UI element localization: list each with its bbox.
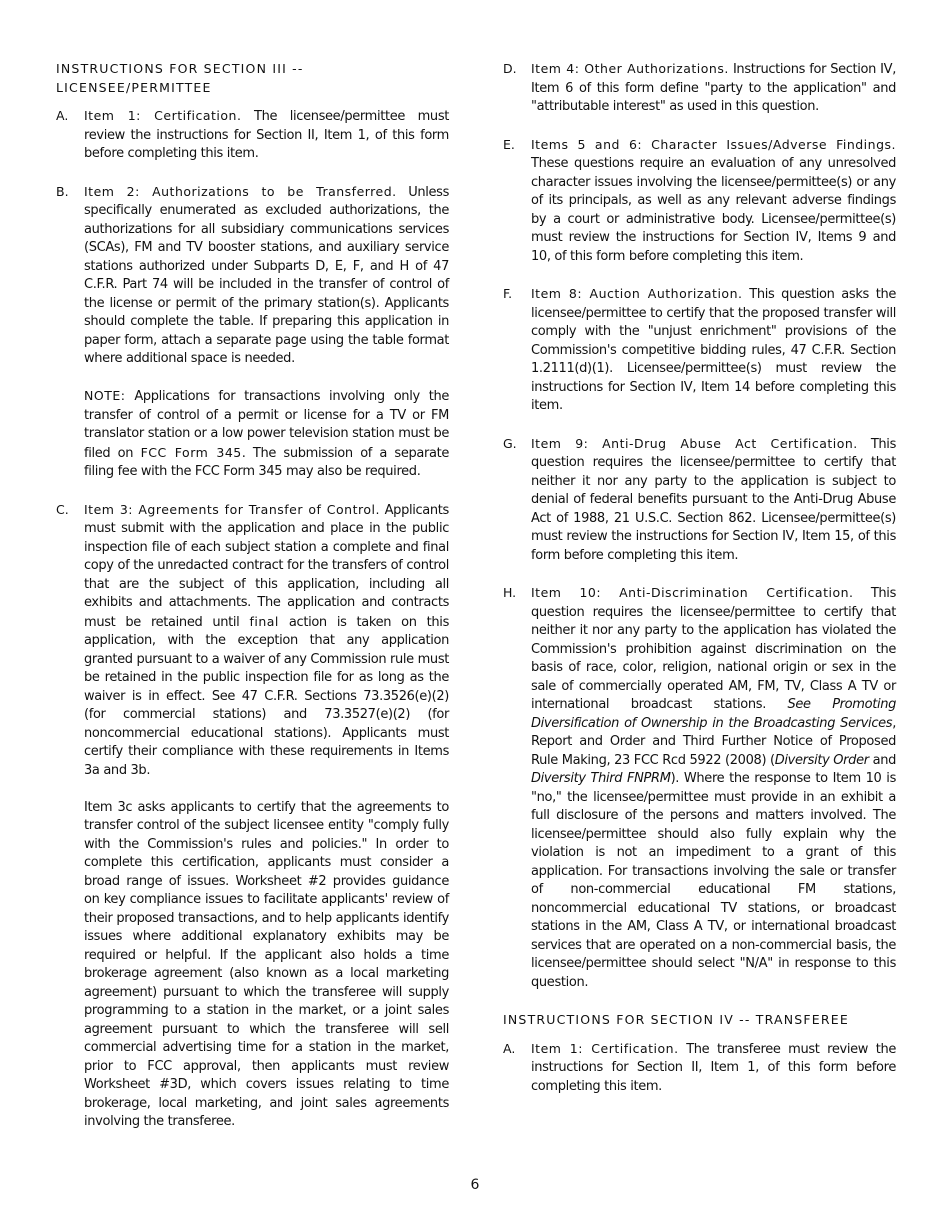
left-column <box>56 60 449 1151</box>
instruction-item-f: F. Item 8: Auction Authorization. This question asks the licensee/permittee to certify that the proposed transfer will comply with the "unjust enrichment" provisions of the Commission's competitive bidding rules, 47 C.F.R. Section 1.2111(d)(1). Licensee/permittee(s) must review the instructions for Section IV, Item 14 before completing this item. <box>503 285 896 416</box>
note-paragraph: NOTE: Applications for transactions involving only the transfer of control of a permit or license for a TV or FM translator station or a low power television station must be filed on FCC Form 345. The submission of a separate filing fee with the FCC Form 345 may also be required. <box>84 388 450 479</box>
section-iii-heading: INSTRUCTIONS FOR SECTION III -- LICENSEE/PERMITTEE <box>56 61 304 95</box>
section-iv-heading: INSTRUCTIONS FOR SECTION IV -- TRANSFEREE <box>503 1012 849 1027</box>
citation-italic: Diversity Third FNPRM <box>531 771 671 786</box>
item-letter: A. <box>503 1040 516 1056</box>
instruction-item-a <box>56 107 449 164</box>
instruction-item-c: C. Item 3: Agreements for Transfer of Control. Applicants must submit with the application and place in the public inspection file of each subject station a complete and final copy of the unredacted contract for the transfers of control that are the subject of this application, including all exhibits and attachments. The application and contracts must be retained until final action is taken on this application, with the exception that any application granted pursuant to a waiver of any Commission rule must be retained in the public inspection file for as long as the waiver is in effect. See 47 C.F.R. Sections 73.3526(e)(2) (for commercial stations) and 73.3527(e)(2) (for noncommercial educational stations). Applicants must certify their compliance with these requirements in Items 3a and 3b. Item 3c asks applicants to certify that the agreements to transfer control of the subject licensee entity "comply fully with the Commission's rules and policies." In order to complete this certification, applicants must consider a broad range of issues. Worksheet #2 provides guidance on key compliance issues to facilitate applicants' review of their proposed transactions, and to help applicants identify issues where additional explanatory exhibits may be required or helpful. If the applicant also holds a time brokerage agreement (also known as a local marketing agreement) pursuant to which the transferee will supply programming to a station in the market, or a joint sales agreement pursuant to which the transferee will sell commercial advertising time for a station in the market, prior to FCC approval, then applicants must review Worksheet #3D, which covers issues relating to time brokerage, local marketing, and joint sales agreements involving the transferee. <box>56 501 449 1132</box>
citation-italic: See Promoting Diversification of Ownership in the Broadcasting Services <box>531 697 896 731</box>
item-text: The licensee/permittee must review the instructions for Section II, Item 1, of this form before completing this item. <box>84 109 449 161</box>
item-letter: H. <box>503 585 517 600</box>
instruction-item-e: E. Items 5 and 6: Character Issues/Adverse Findings. These questions require an evaluation of any unresolved character issues involving the licensee/permittee(s) or any of its principals, as well as any relevant adverse findings by a court or administrative body. Licensee/permittee(s) must review the instructions for Section IV, Items 9 and 10, of this form before completing this item. <box>503 136 896 267</box>
item-3c-paragraph: Item 3c asks applicants to certify that the agreements to transfer control of the subject licensee entity "comply fully with the Commission's rules and policies." In order to complete this certification, applicants must consider a broad range of issues. Worksheet #2 provides guidance on key compliance issues to facilitate applicants' review of their proposed transactions, and to help applicants identify issues where additional explanatory exhibits may be required or helpful. If the applicant also holds a time brokerage agreement (also known as a local marketing agreement) pursuant to which the transferee will supply programming to a station in the market, or a joint sales agreement pursuant to which the transferee will sell commercial advertising time for a station in the market, prior to FCC approval, then applicants must review Worksheet #3D, which covers issues relating to time brokerage, local marketing, and joint sales agreements involving the transferee. <box>84 799 449 1129</box>
item-label: Item 1: Certification. <box>531 1040 679 1056</box>
item-label: Item 1: Certification. <box>84 108 242 123</box>
item-label: Item 9: Anti-Drug Abuse Act Certification. <box>531 435 858 451</box>
item-letter: D. <box>503 61 517 76</box>
instruction-item-d: D. Item 4: Other Authorizations. Instructions for Section IV, Item 6 of this form define "party to the application" and "attributable interest" as used in this question. <box>503 60 896 117</box>
instruction-item-g: G. Item 9: Anti-Drug Abuse Act Certification. This question requires the licensee/permittee to certify that neither it nor any party to the application is subject to denial of federal benefits pursuant to the Anti-Drug Abuse Act of 1988, 21 U.S.C. Section 862. Licensee/permittee(s) must review the instructions for Section IV, Item 15, of this form before completing this item. <box>503 435 896 566</box>
instruction-item-b <box>56 183 449 482</box>
item-letter: A. <box>56 108 69 123</box>
item-letter: G. <box>503 435 517 451</box>
item-label: Item 4: Other Authorizations. <box>531 61 729 76</box>
item-letter: F. <box>503 286 513 301</box>
item-letter: E. <box>503 136 515 152</box>
item-label: Item 2: Authorizations to be Transferred. <box>84 183 397 199</box>
form-reference: FCC Form 345 <box>140 444 242 460</box>
right-column <box>503 60 896 1115</box>
note-label: NOTE: <box>84 388 126 403</box>
citation-italic: Diversity Order <box>774 752 869 768</box>
final-word: final <box>249 613 279 629</box>
item-letter: B. <box>56 183 69 199</box>
item-label: Item 10: Anti-Discrimination Certification. <box>531 585 854 600</box>
page-number: 6 <box>470 1177 480 1193</box>
item-text: Unless specifically enumerated as excluded authorizations, the authorizations for all subsidiary communications services (SCAs), FM and TV booster stations, and auxiliary service stations authorized under Subparts D, E, F, and H of 47 C.F.R. Part 74 will be included in the transfer of control of the license or permit of the primary station(s). Applicants should complete the table. If preparing this application in paper form, attach a separate page using the table format where additional space is needed. <box>84 184 449 366</box>
item-letter: C. <box>56 501 69 517</box>
item-label: Item 3: Agreements for Transfer of Control. <box>84 501 380 517</box>
item-label: Item 8: Auction Authorization. <box>531 286 743 301</box>
transferee-item-a: A. Item 1: Certification. The transferee must review the instructions for Section II, Item 1, of this form before completing this item. <box>503 1040 896 1097</box>
instruction-item-h: H. Item 10: Anti-Discrimination Certification. This question requires the licensee/permittee to certify that neither it nor any party to the application has violated the Commission's prohibition against discrimination on the basis of race, color, religion, national origin or sex in the sale of commercially operated AM, FM, TV, Class A TV or international broadcast stations. See Promoting Diversification of Ownership in the Broadcasting Services, Report and Order and Third Further Notice of Proposed Rule Making, 23 FCC Rcd 5922 (2008) (Diversity Order and Diversity Third FNPRM). Where the response to Item 10 is "no," the licensee/permittee must provide in an exhibit a full disclosure of the persons and matters involved. The licensee/permittee should also fully explain why the violation is not an impediment to a grant of this application. For transactions involving the sale or transfer of non-commercial educational FM stations, noncommercial educational TV stations, or broadcast stations in the AM, Class A TV, or international broadcast services that are operated on a non-commercial basis, the licensee/permittee should select "N/A" in response to this question. <box>503 584 896 992</box>
item-label: Items 5 and 6: Character Issues/Adverse Findings. <box>531 136 896 152</box>
